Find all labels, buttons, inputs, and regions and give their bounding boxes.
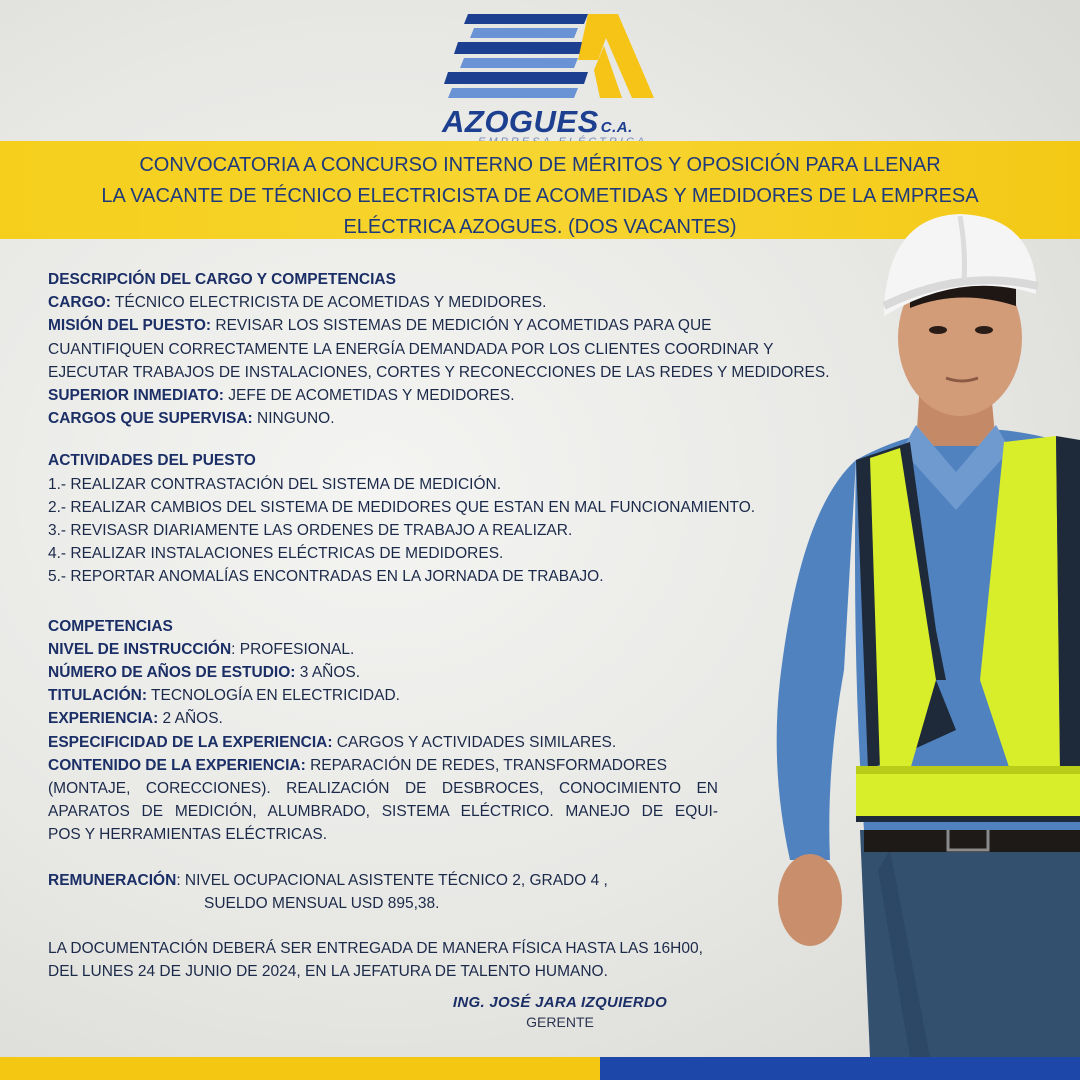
signer-name: ING. JOSÉ JARA IZQUIERDO (452, 994, 668, 1011)
cargo-row: CARGO: TÉCNICO ELECTRICISTA DE ACOMETIDAS Y MEDIDORES. (48, 294, 547, 312)
job-posting-body (48, 268, 828, 983)
bottom-yellow-bar (0, 1057, 600, 1080)
title-line-3: ELÉCTRICA AZOGUES. (DOS VACANTES) (343, 216, 737, 238)
description-heading: DESCRIPCIÓN DEL CARGO Y COMPETENCIAS (48, 271, 396, 288)
anios-row: NÚMERO DE AÑOS DE ESTUDIO: 3 AÑOS. (48, 664, 361, 682)
mision-line-2: CUANTIFIQUEN CORRECTAMENTE LA ENERGÍA DEMANDADA POR LOS CLIENTES COORDINAR Y (48, 340, 774, 358)
activity-item: 2.- REALIZAR CAMBIOS DEL SISTEMA DE MEDIDORES QUE ESTAN EN MAL FUNCIONAMIENTO. (48, 498, 756, 516)
mision-row: MISIÓN DEL PUESTO: REVISAR LOS SISTEMAS DE MEDICIÓN Y ACOMETIDAS PARA QUE (48, 317, 712, 335)
title-line-2: LA VACANTE DE TÉCNICO ELECTRICISTA DE ACOMETIDAS Y MEDIDORES DE LA EMPRESA (101, 185, 979, 207)
title-line-1: CONVOCATORIA A CONCURSO INTERNO DE MÉRITOS Y OPOSICIÓN PARA LLENAR (139, 154, 941, 176)
titulacion-row: TITULACIÓN: TECNOLOGÍA EN ELECTRICIDAD. (48, 687, 400, 705)
deadline-line-1: LA DOCUMENTACIÓN DEBERÁ SER ENTREGADA DE MANERA FÍSICA HASTA LAS 16H00, (48, 940, 703, 958)
deadline-line-2: DEL LUNES 24 DE JUNIO DE 2024, EN LA JEFATURA DE TALENTO HUMANO. (48, 963, 608, 981)
bottom-blue-bar (600, 1057, 1080, 1080)
nivel-row: NIVEL DE INSTRUCCIÓN: PROFESIONAL. (48, 640, 355, 658)
contenido-line-4: POS Y HERRAMIENTAS ELÉCTRICAS. (48, 826, 328, 844)
activity-item: 1.- REALIZAR CONTRASTACIÓN DEL SISTEMA DE MEDICIÓN. (48, 475, 502, 493)
activities-heading: ACTIVIDADES DEL PUESTO (48, 452, 256, 470)
mision-line-3: EJECUTAR TRABAJOS DE INSTALACIONES, CORTES Y RECONECCIONES DE LAS REDES Y MEDIDORES. (48, 363, 830, 381)
signature-block (430, 994, 690, 1030)
remuneration-row: REMUNERACIÓN: NIVEL OCUPACIONAL ASISTENTE TÉCNICO 2, GRADO 4 , (48, 871, 608, 889)
activity-item: 4.- REALIZAR INSTALACIONES ELÉCTRICAS DE MEDIDORES. (48, 545, 504, 563)
competencies-heading: COMPETENCIAS (48, 617, 173, 635)
contenido-line-2: (MONTAJE, CORECCIONES). REALIZACIÓN DE DESBROCES, CONOCIMIENTO EN (48, 780, 718, 798)
activity-item: 3.- REVISASR DIARIAMENTE LAS ORDENES DE TRABAJO A REALIZAR. (48, 522, 573, 540)
supervisa-row: CARGOS QUE SUPERVISA: NINGUNO. (48, 410, 335, 428)
contenido-row: CONTENIDO DE LA EXPERIENCIA: REPARACIÓN DE REDES, TRANSFORMADORES (48, 756, 667, 774)
signer-role: GERENTE (526, 1014, 594, 1030)
experiencia-row: EXPERIENCIA: 2 AÑOS. (48, 710, 223, 728)
contenido-line-3: APARATOS DE MEDICIÓN, ALUMBRADO, SISTEMA ELÉCTRICO. MANEJO DE EQUI- (48, 803, 718, 821)
remuneration-line-2: SUELDO MENSUAL USD 895,38. (204, 894, 440, 912)
superior-row: SUPERIOR INMEDIATO: JEFE DE ACOMETIDAS Y MEDIDORES. (48, 387, 515, 405)
especificidad-row: ESPECIFICIDAD DE LA EXPERIENCIA: CARGOS Y ACTIVIDADES SIMILARES. (48, 733, 617, 751)
logo-emblem-icon (438, 12, 660, 108)
logo-wordmark: AZOGUES C.A. (442, 104, 633, 139)
activity-item: 5.- REPORTAR ANOMALÍAS ENCONTRADAS EN LA JORNADA DE TRABAJO. (48, 568, 604, 586)
company-logo (438, 12, 660, 140)
